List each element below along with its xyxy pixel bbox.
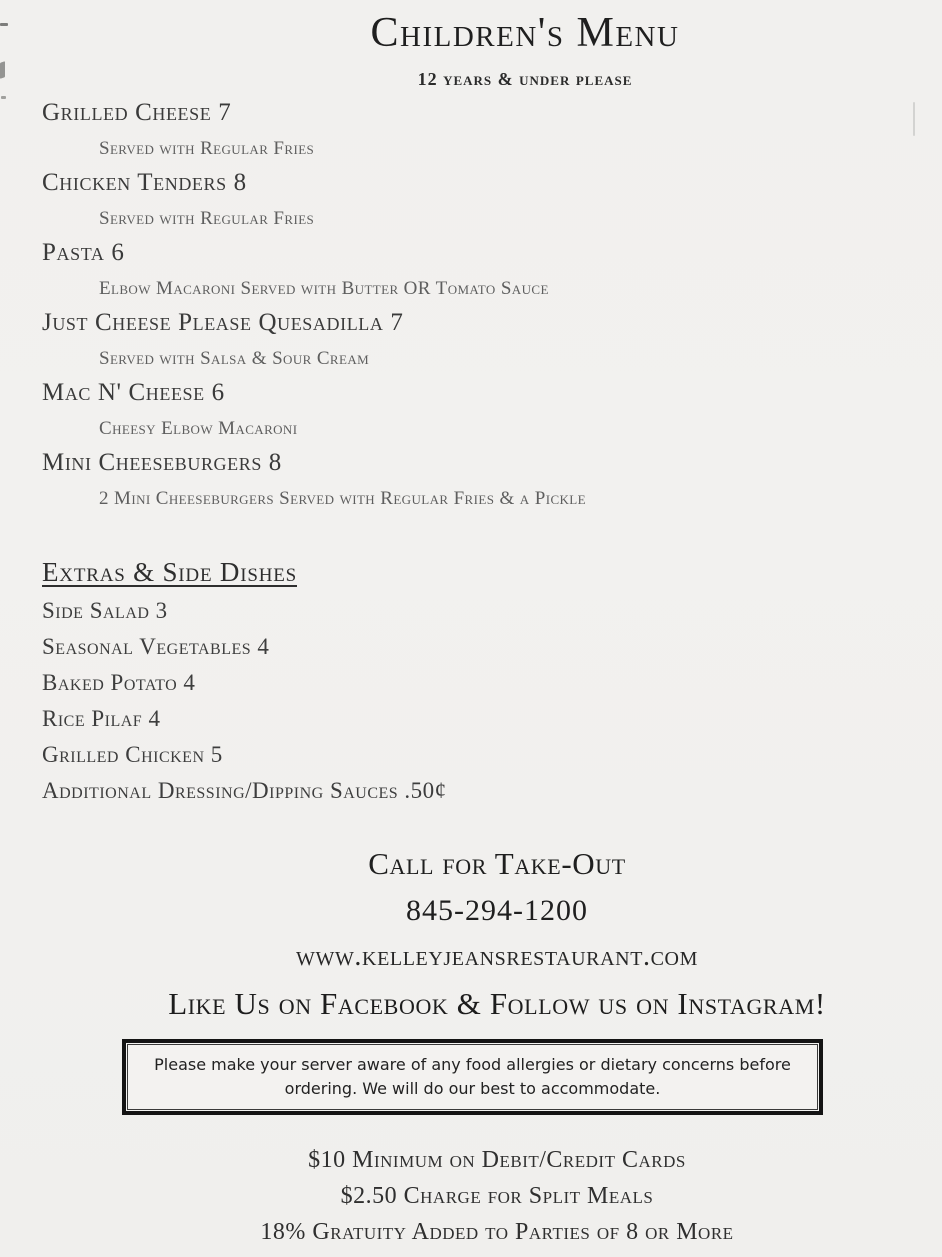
item-description: Cheesy Elbow Macaroni [99,418,298,439]
phone-number: 845-294-1200 [406,894,588,927]
item-description: 2 Mini Cheeseburgers Served with Regular Fries & a Pickle [99,488,586,509]
extras-list [42,599,942,803]
takeout-line: Call for Take-Out [368,846,626,881]
website-url: www.kelleyjeansrestaurant.com [296,941,698,972]
scan-artifact [913,102,915,136]
menu-item [42,450,942,509]
policies-section [52,1147,942,1245]
extras-item: Side Salad 3 [42,598,168,623]
menu-header [108,12,942,90]
contact-section [52,847,942,1021]
item-name: Just Cheese Please Quesadilla 7 [42,309,404,336]
item-name: Mini Cheeseburgers 8 [42,449,282,476]
allergy-notice-text: Please make your server aware of any food allergies or dietary concerns before ordering. We will do our best to accommodate. [154,1055,791,1098]
policy-line: $2.50 Charge for Split Meals [340,1183,654,1209]
extras-item: Rice Pilaf 4 [42,706,161,731]
item-name: Mac N' Cheese 6 [42,379,225,406]
allergy-notice-box [122,1039,823,1115]
extras-section [0,557,942,803]
menu-item [42,100,942,159]
extras-item: Seasonal Vegetables 4 [42,634,270,659]
extras-item: Baked Potato 4 [42,670,196,695]
item-description: Served with Regular Fries [99,138,315,159]
scan-artifact [1,96,6,99]
item-description: Served with Regular Fries [99,208,315,229]
extras-item: Additional Dressing/Dipping Sauces .50¢ [42,778,447,803]
item-description: Elbow Macaroni Served with Butter OR Tomato Sauce [99,278,549,299]
menu-item [42,310,942,369]
item-name: Grilled Cheese 7 [42,99,232,126]
menu-item [42,240,942,299]
extras-item: Grilled Chicken 5 [42,742,223,767]
policy-line: $10 Minimum on Debit/Credit Cards [308,1147,686,1173]
menu-item [42,380,942,439]
item-name: Chicken Tenders 8 [42,169,247,196]
social-media-line: Like Us on Facebook & Follow us on Instagram! [168,986,826,1021]
menu-item [42,170,942,229]
scan-artifact [0,61,5,79]
policy-line: 18% Gratuity Added to Parties of 8 or More [260,1219,734,1245]
menu-subtitle: 12 years & under please [417,69,633,89]
item-description: Served with Salsa & Sour Cream [99,348,370,369]
scan-artifact [0,23,8,26]
menu-item-list [0,100,942,509]
item-name: Pasta 6 [42,239,125,266]
page-title: Children's Menu [370,10,680,56]
extras-heading: Extras & Side Dishes [42,557,297,587]
